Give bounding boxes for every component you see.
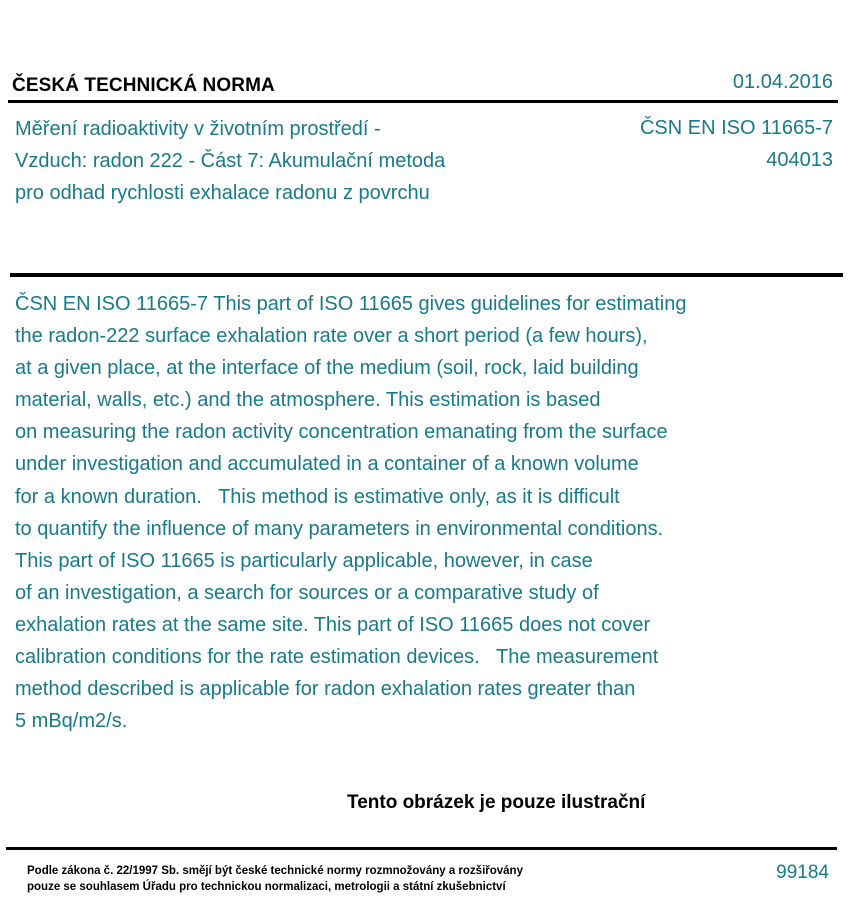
illustration-note: Tento obrázek je pouze ilustrační xyxy=(347,792,646,813)
abstract-line: method described is applicable for radon exhalation rates greater than xyxy=(15,678,636,701)
abstract-line: under investigation and accumulated in a container of a known volume xyxy=(15,453,639,476)
header-title: ČESKÁ TECHNICKÁ NORMA xyxy=(12,75,275,96)
class-number: 404013 xyxy=(766,149,833,171)
abstract-line: on measuring the radon activity concentration emanating from the surface xyxy=(15,421,668,444)
abstract-line: 5 mBq/m2/s. xyxy=(15,710,128,733)
catalog-number: 99184 xyxy=(776,862,829,883)
abstract-line: exhalation rates at the same site. This part of ISO 11665 does not cover xyxy=(15,613,651,636)
abstract-line: ČSN EN ISO 11665-7 This part of ISO 11665 gives guidelines for estimating xyxy=(15,293,687,315)
legal-notice-line-2: pouze se souhlasem Úřadu pro technickou normalizaci, metrologii a státní zkušebnictví xyxy=(27,881,506,893)
abstract-line: of an investigation, a search for sources or a comparative study of xyxy=(15,581,599,604)
legal-notice xyxy=(27,863,523,895)
abstract-line: material, walls, etc.) and the atmosphere. This estimation is based xyxy=(15,389,601,412)
abstract-line: to quantify the influence of many parameters in environmental conditions. xyxy=(15,517,664,540)
top-divider xyxy=(8,100,838,103)
abstract-line: the radon-222 surface exhalation rate over a short period (a few hours), xyxy=(15,325,648,348)
issue-date: 01.04.2016 xyxy=(732,71,833,93)
abstract-line: for a known duration. This method is estimative only, as it is difficult xyxy=(15,485,620,508)
abstract-text xyxy=(15,288,775,737)
standard-code: ČSN EN ISO 11665-7 xyxy=(639,117,833,139)
middle-divider xyxy=(10,273,843,277)
document-title-line-1: Měření radioaktivity v životním prostředí - xyxy=(15,118,381,140)
abstract-line: This part of ISO 11665 is particularly applicable, however, in case xyxy=(15,549,593,572)
legal-notice-line-1: Podle zákona č. 22/1997 Sb. smějí být české technické normy rozmnožovány a rozšiřovány xyxy=(27,865,523,877)
document-title-line-3: pro odhad rychlosti exhalace radonu z povrchu xyxy=(15,182,430,204)
abstract-line: at a given place, at the interface of the medium (soil, rock, laid building xyxy=(15,357,639,380)
bottom-divider xyxy=(6,847,837,850)
document-title-line-2: Vzduch: radon 222 - Část 7: Akumulační metoda xyxy=(15,150,446,172)
abstract-line: calibration conditions for the rate estimation devices. The measurement xyxy=(15,646,659,669)
